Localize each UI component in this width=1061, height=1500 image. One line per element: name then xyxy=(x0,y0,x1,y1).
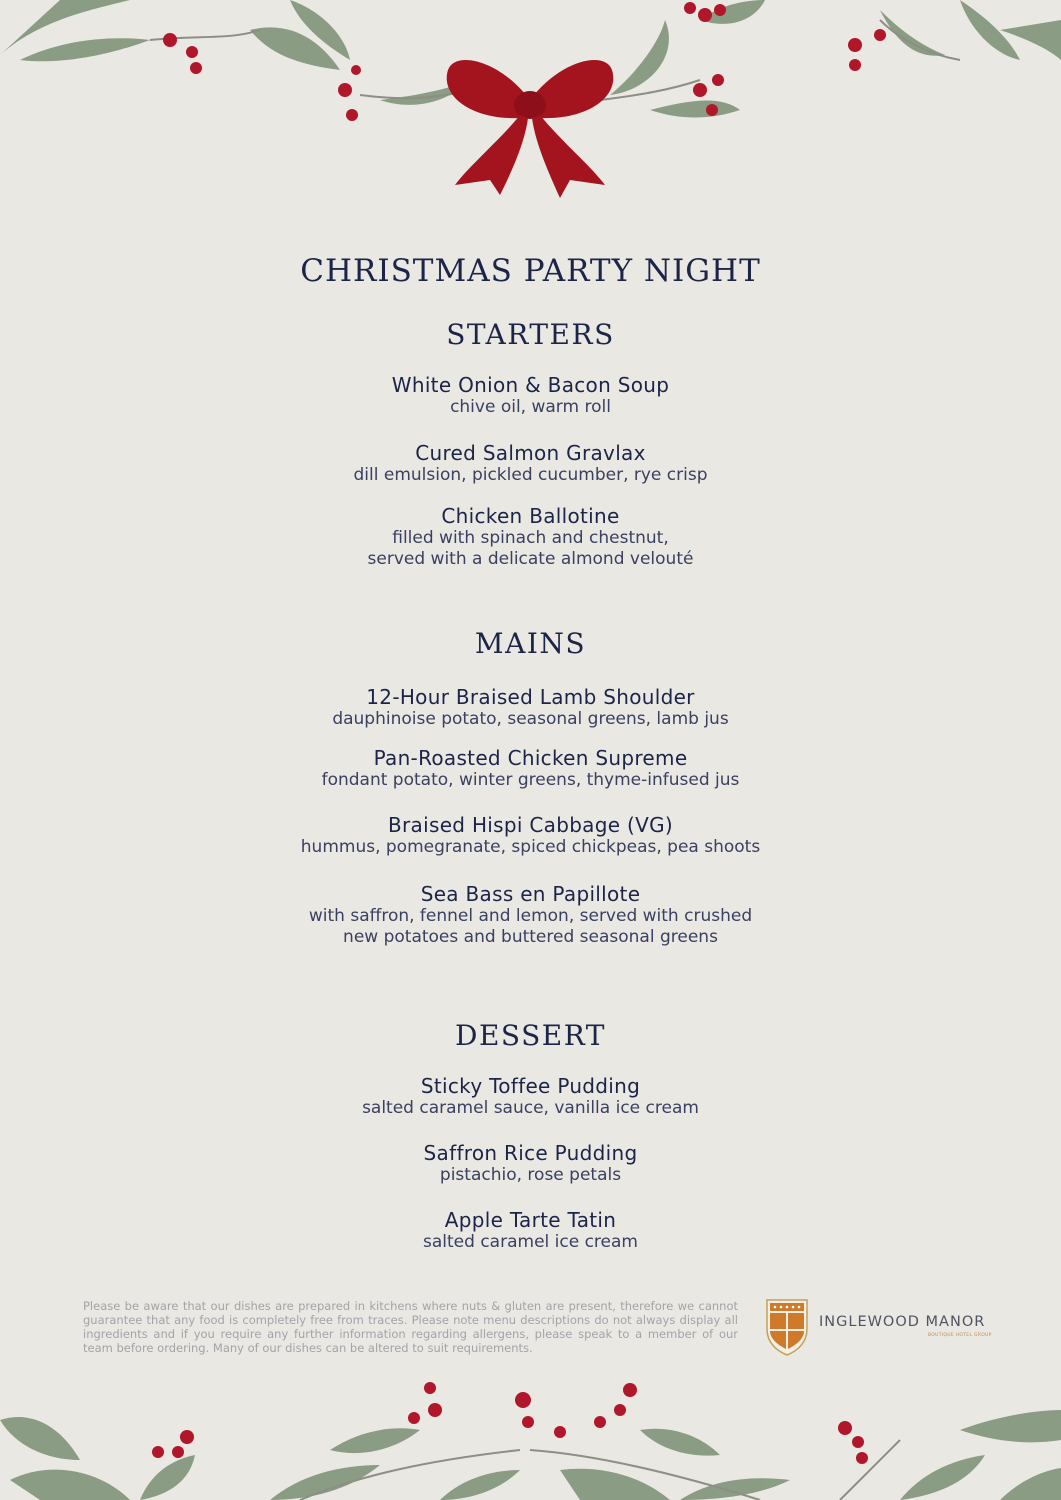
dish-description: salted caramel ice cream xyxy=(423,1232,638,1252)
ribbon-bow-icon xyxy=(447,60,614,198)
menu-item xyxy=(0,686,1061,730)
menu-item xyxy=(0,1142,1061,1186)
page-title: CHRISTMAS PARTY NIGHT xyxy=(300,252,761,289)
menu-item xyxy=(0,442,1061,486)
bottom-holly-decoration xyxy=(0,1380,1061,1500)
shield-crest-icon xyxy=(764,1297,810,1357)
dish-name: Braised Hispi Cabbage (VG) xyxy=(388,813,673,837)
dish-name: Cured Salmon Gravlax xyxy=(415,441,646,465)
allergen-disclaimer: Please be aware that our dishes are prepared in kitchens where nuts & gluten are present, therefore we cannot guarantee that any food is completely free from traces. Please note menu descriptions do not always display all ingredients and if you require any further information regarding allergens, please speak to a member of our team before ordering. Many of our dishes can be altered to suit requirements. xyxy=(83,1299,738,1355)
hotel-name: INGLEWOOD MANOR xyxy=(819,1314,986,1330)
dish-name: White Onion & Bacon Soup xyxy=(391,373,670,397)
starters-heading: STARTERS xyxy=(446,318,615,351)
hotel-logo xyxy=(764,1297,1004,1357)
menu-item xyxy=(0,505,1061,570)
dish-name: Apple Tarte Tatin xyxy=(444,1208,617,1232)
dessert-heading: DESSERT xyxy=(455,1019,606,1052)
dish-name: Sea Bass en Papillote xyxy=(420,882,641,906)
dish-description: with saffron, fennel and lemon, served with crushed new potatoes and buttered seasonal greens xyxy=(308,906,753,947)
dish-name: Chicken Ballotine xyxy=(441,504,620,528)
dish-description: filled with spinach and chestnut, served with a delicate almond velouté xyxy=(367,528,694,569)
dish-description: hummus, pomegranate, spiced chickpeas, pea shoots xyxy=(300,837,761,857)
dish-description: salted caramel sauce, vanilla ice cream xyxy=(362,1098,699,1118)
dish-description: dauphinoise potato, seasonal greens, lamb jus xyxy=(332,709,729,729)
dish-description: chive oil, warm roll xyxy=(450,397,611,417)
dish-description: fondant potato, winter greens, thyme-infused jus xyxy=(321,770,740,790)
dish-description: pistachio, rose petals xyxy=(439,1165,622,1185)
dish-name: Saffron Rice Pudding xyxy=(423,1141,638,1165)
dish-name: Sticky Toffee Pudding xyxy=(420,1074,641,1098)
dish-description: dill emulsion, pickled cucumber, rye crisp xyxy=(353,465,708,485)
dish-name: Pan-Roasted Chicken Supreme xyxy=(373,746,688,770)
menu-item xyxy=(0,814,1061,858)
hotel-subtitle: BOUTIQUE HOTEL GROUP xyxy=(928,1333,992,1338)
menu-item xyxy=(0,747,1061,791)
menu-item xyxy=(0,374,1061,418)
dish-name: 12-Hour Braised Lamb Shoulder xyxy=(366,685,695,709)
berry-icon xyxy=(163,33,177,47)
menu-item xyxy=(0,883,1061,948)
menu-item xyxy=(0,1075,1061,1119)
mains-heading: MAINS xyxy=(474,627,587,660)
menu-item xyxy=(0,1209,1061,1253)
top-holly-decoration xyxy=(0,0,1061,210)
